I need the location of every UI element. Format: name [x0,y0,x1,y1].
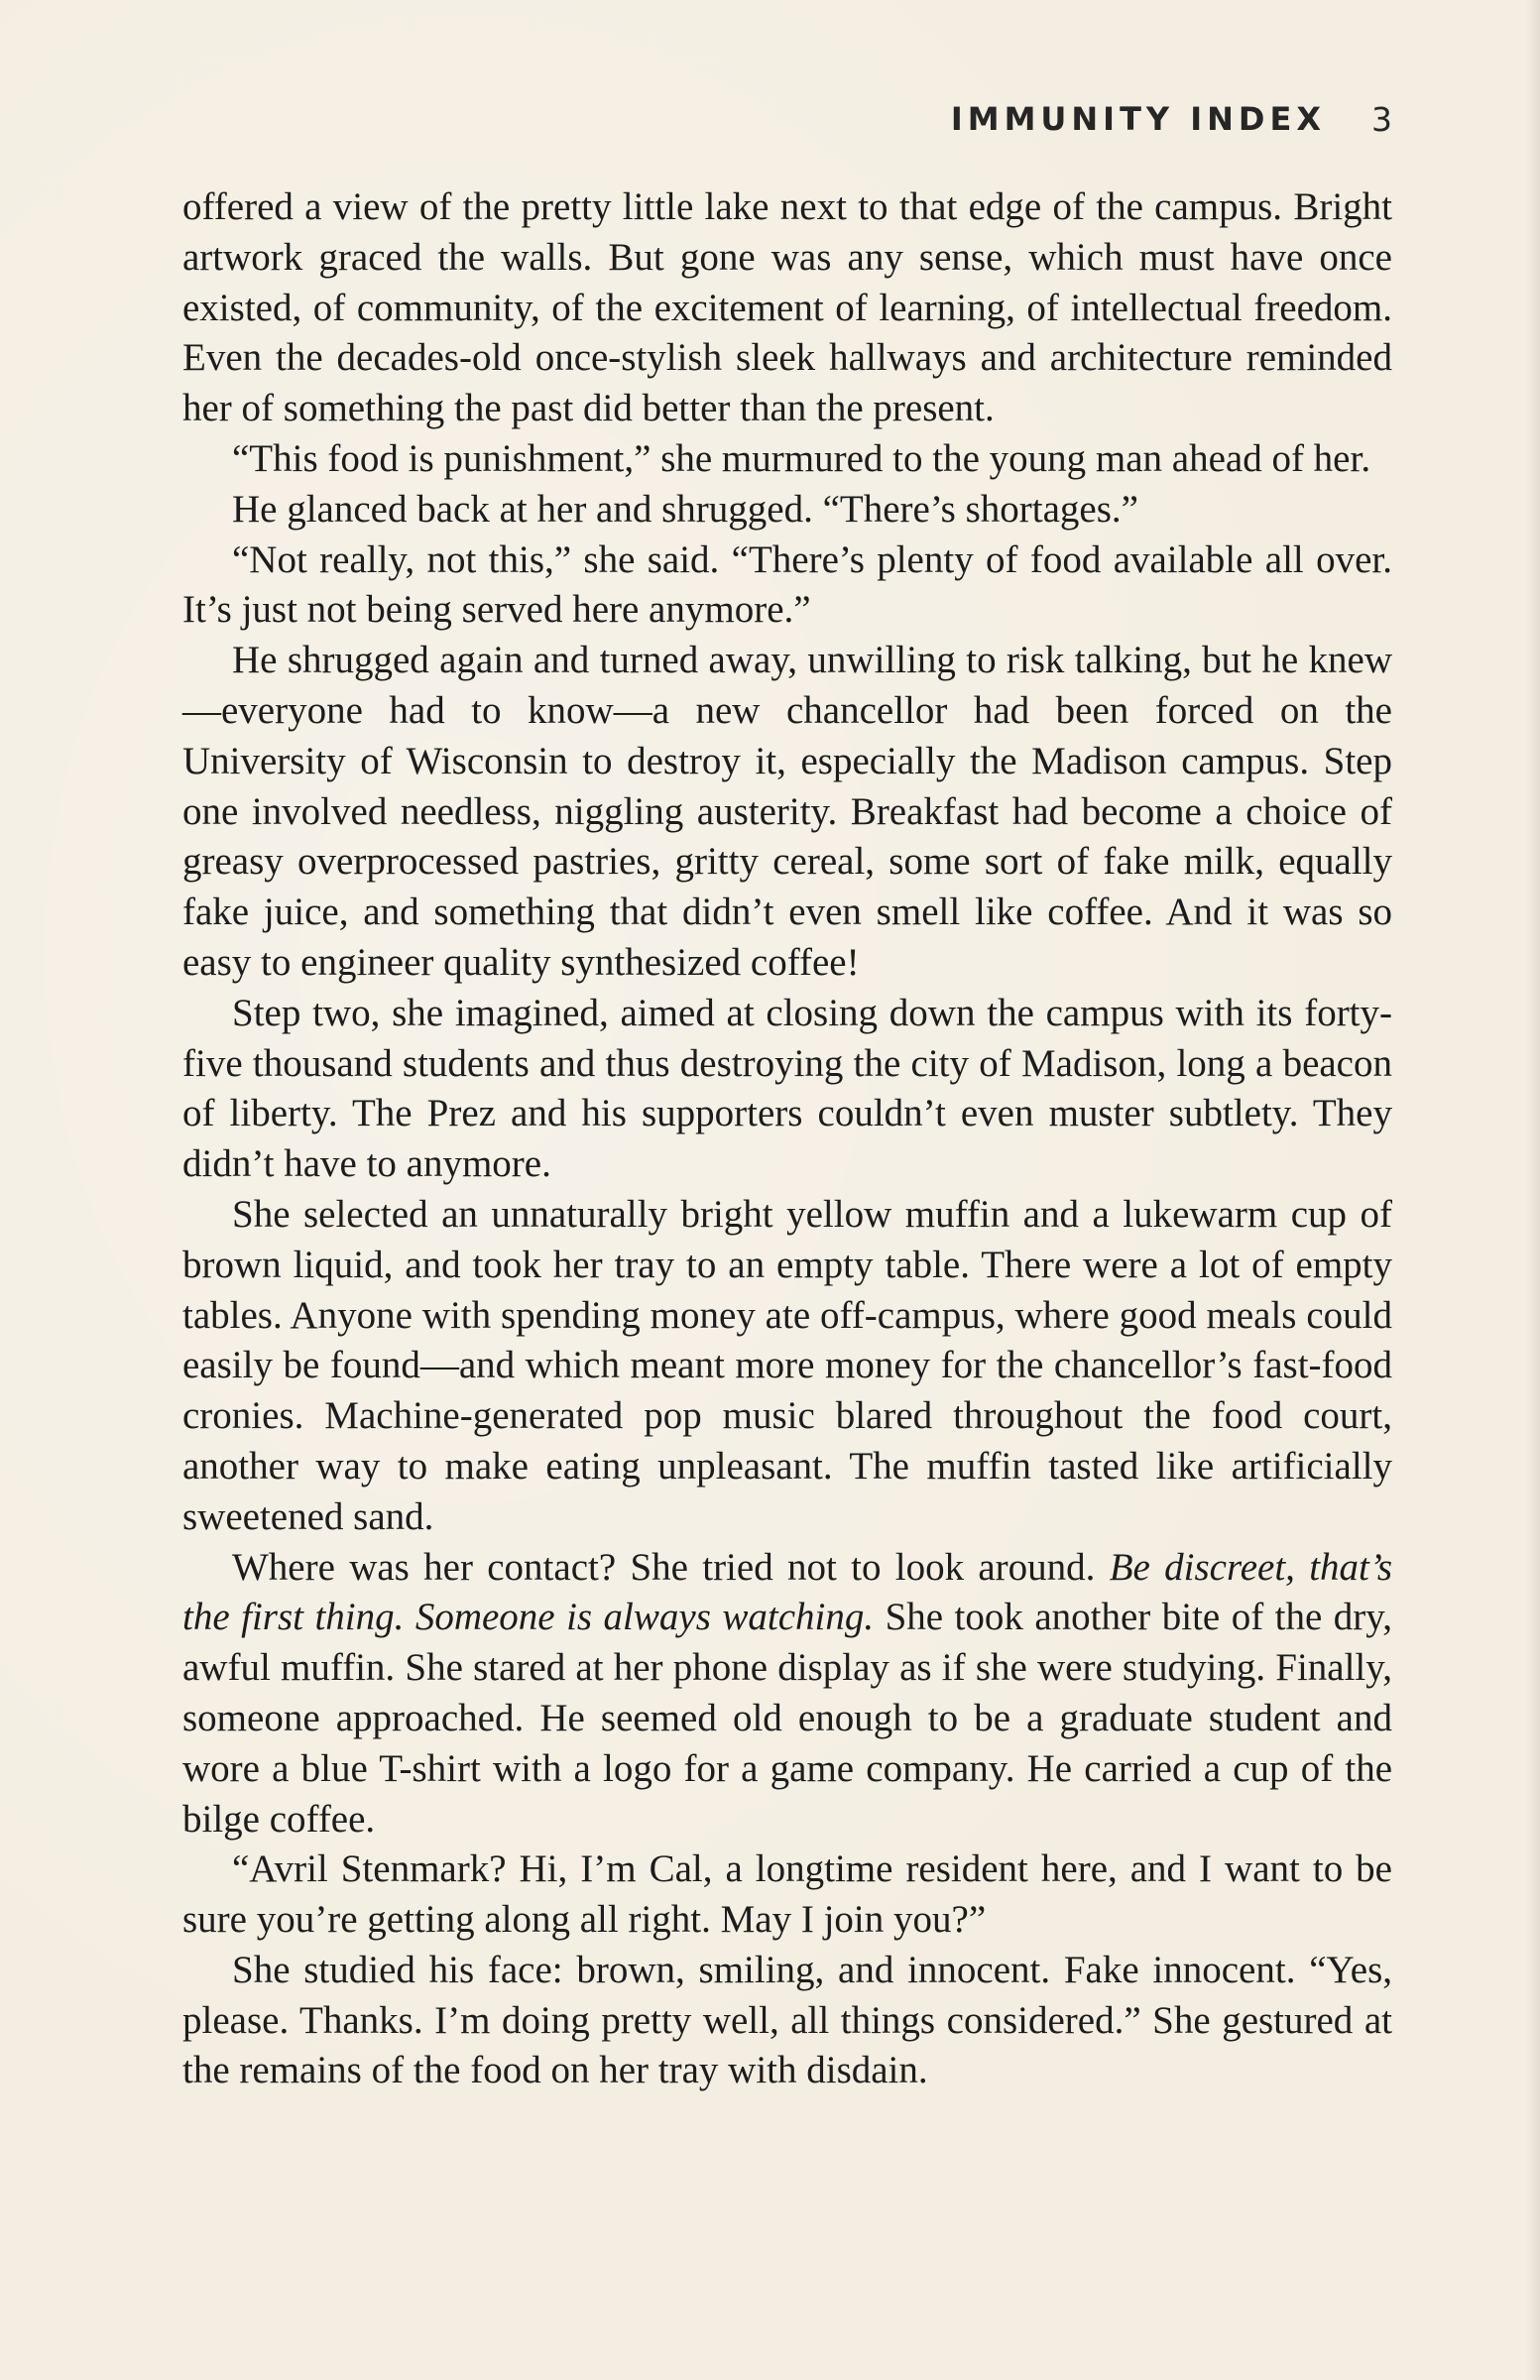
paragraph [182,182,1392,434]
text-run: “Avril Stenmark? Hi, I’m Cal, a longtime resident here, and I want to be sure you’re getting along all right. May I join you?” [182,1847,1392,1942]
paragraph [182,485,1392,536]
paragraph [182,1844,1392,1946]
paragraph [182,536,1392,637]
text-run: Where was her contact? She tried not to look around. [232,1545,1110,1589]
text-run: offered a view of the pretty little lake next to that edge of the campus. Bright artwork graced the walls. But gone was any sense, which must have once existed, of community, of the excitement of learning, of intellectual freedom. Even the decades-old once-stylish sleek hallways and architecture reminded her of something the past did better than the present. [182,185,1392,430]
paragraph [182,636,1392,989]
page-edge-shadow [1526,0,1540,2380]
paragraph [182,989,1392,1190]
text-run: He shrugged again and turned away, unwilling to risk talking, but he knew—everyone had to know—a new chancellor had been forced on the University of Wisconsin to destroy it, especially the Madison campus. Step one involved needless, niggling austerity. Breakfast had become a choice of greasy overprocessed pastries, gritty cereal, some sort of fake milk, equally fake juice, and something that didn’t even smell like coffee. And it was so easy to engineer quality synthesized coffee! [182,639,1392,984]
page-number: 3 [1371,99,1392,139]
text-run: She studied his face: brown, smiling, and innocent. Fake innocent. “Yes, please. Thanks. I’m doing pretty well, all things considered.” She gestured at the remains of the food on her tray with disdain. [182,1948,1392,2092]
paragraph [182,1190,1392,1543]
paragraph [182,1946,1392,2096]
italic-text: Be discreet, that’s the first thing. Someone is always watching. [182,1545,1392,1639]
paragraph [182,434,1392,485]
text-run: “This food is punishment,” she murmured to the young man ahead of her. [232,436,1371,480]
body-text [182,182,1392,2096]
text-run: Step two, she imagined, aimed at closing down the campus with its forty-five thousand students and thus destroying the city of Madison, long a beacon of liberty. The Prez and his supporters couldn’t even muster subtlety. They didn’t have to anymore. [182,991,1392,1186]
text-run: She took another bite of the dry, awful muffin. She stared at her phone display as if she were studying. Finally, someone approached. He seemed old enough to be a graduate student and wore a blue T-shirt with a logo for a game company. He carried a cup of the bilge coffee. [182,1596,1392,1841]
running-title: IMMUNITY INDEX [950,100,1326,138]
paragraph [182,1543,1392,1845]
running-header [951,97,1392,141]
text-run: She selected an unnaturally bright yellow muffin and a lukewarm cup of brown liquid, and took her tray to an empty table. There were a lot of empty tables. Anyone with spending money ate off-campus, where good meals could easily be found—and which meant more money for the chancellor’s fast-food cronies. Machine-generated pop music blared throughout the food court, another way to make eating unpleasant. The muffin tasted like artificially sweetened sand. [182,1192,1392,1538]
text-run: He glanced back at her and shrugged. “There’s shortages.” [232,487,1138,531]
text-run: “Not really, not this,” she said. “There’s plenty of food available all over. It’s just not being served here anymore.” [182,537,1392,632]
